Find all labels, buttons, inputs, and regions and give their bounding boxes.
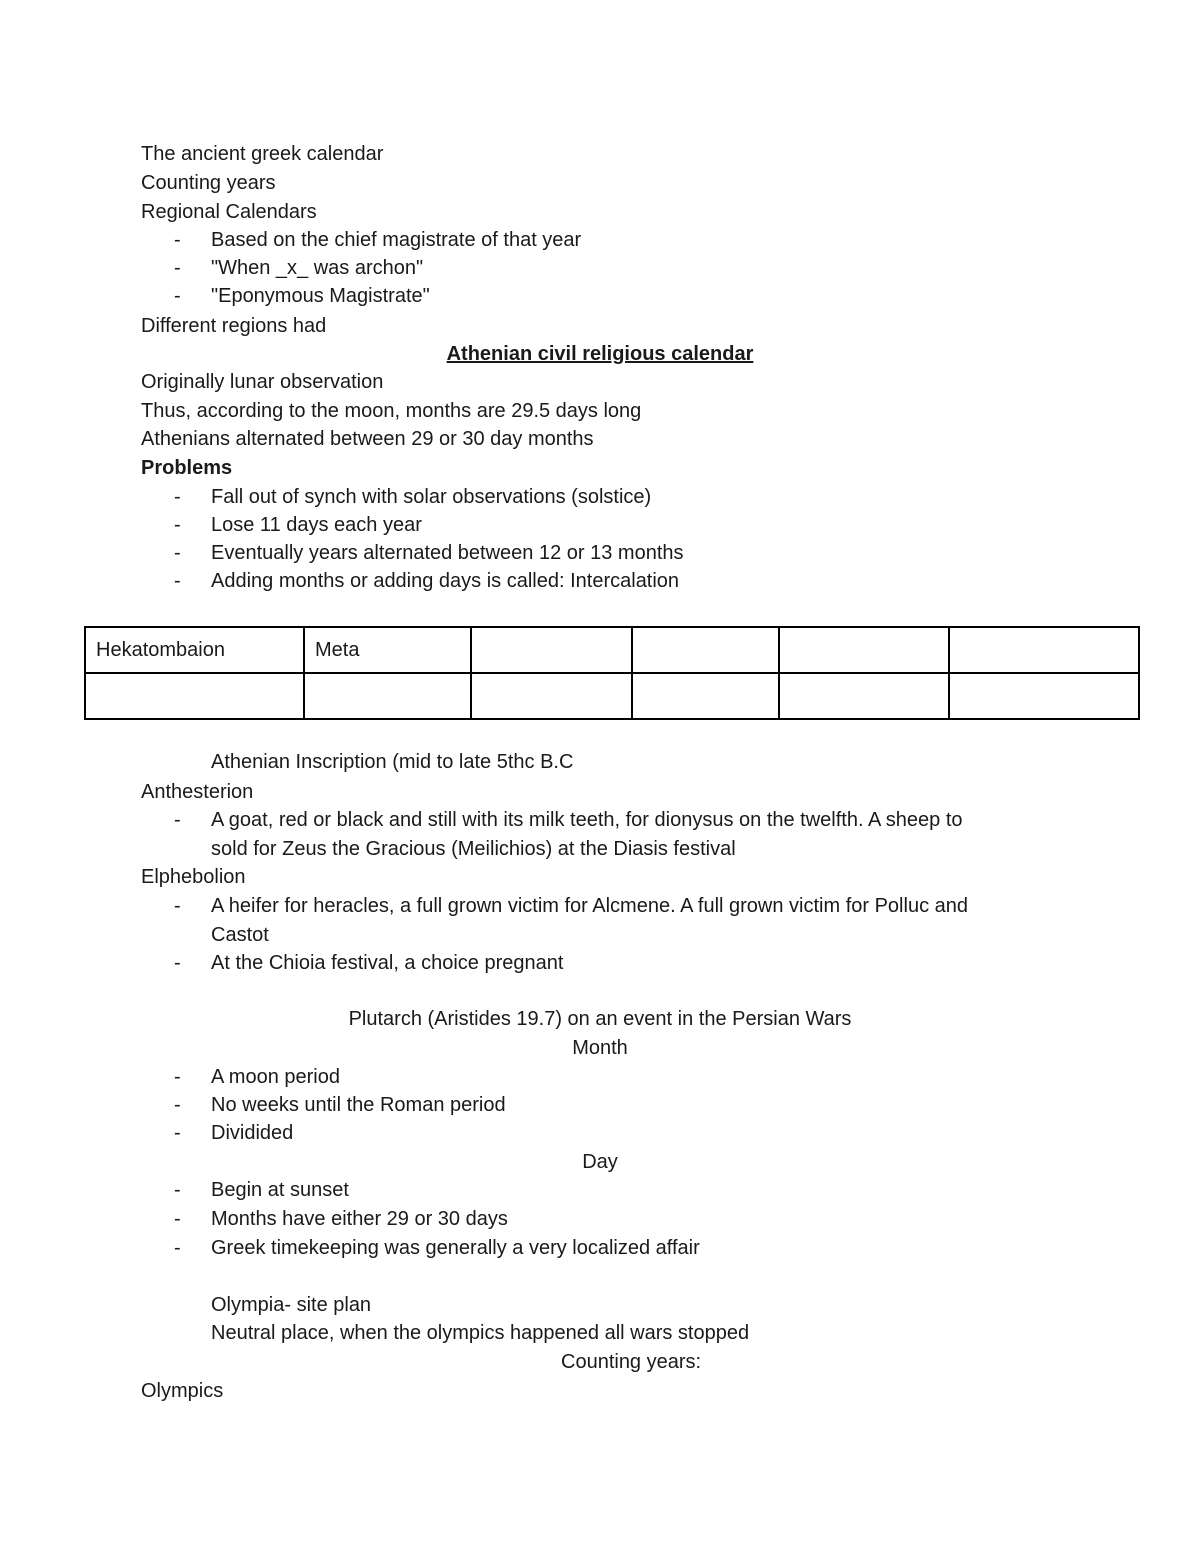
bullet-dash: -: [174, 570, 181, 592]
table-cell: [85, 673, 304, 719]
bullet-item: A moon period: [211, 1066, 340, 1088]
section-heading: Athenian civil religious calendar: [446, 343, 754, 365]
counting-years-heading: Counting years:: [561, 1351, 702, 1373]
page-title: The ancient greek calendar: [141, 143, 384, 165]
table-cell: [779, 673, 949, 719]
bullet-dash: -: [174, 895, 181, 917]
neutral-place-line: Neutral place, when the olympics happened all wars stopped: [211, 1322, 750, 1344]
bullet-item: Greek timekeeping was generally a very localized affair: [211, 1237, 700, 1259]
table-cell: Hekatombaion: [85, 627, 304, 673]
bullet-item: "Eponymous Magistrate": [211, 285, 430, 307]
alternated-line: Athenians alternated between 29 or 30 day months: [141, 428, 594, 450]
bullet-item: "When _x_ was archon": [211, 257, 424, 279]
olympia-line: Olympia- site plan: [211, 1294, 372, 1316]
table-row: [85, 673, 1139, 719]
counting-years-line: Counting years: [141, 172, 276, 194]
table-cell: [632, 673, 779, 719]
plutarch-heading: Plutarch (Aristides 19.7) on an event in the Persian Wars: [348, 1008, 852, 1030]
bullet-dash: -: [174, 1179, 181, 1201]
day-heading: Day: [582, 1151, 618, 1173]
table-cell: [949, 627, 1139, 673]
table-cell: [471, 627, 632, 673]
bullet-item: Months have either 29 or 30 days: [211, 1208, 508, 1230]
lunar-line: Originally lunar observation: [141, 371, 384, 393]
inscription-line: Athenian Inscription (mid to late 5thc B.C: [211, 751, 574, 773]
elphebolion-line: Elphebolion: [141, 866, 246, 888]
bullet-dash: -: [174, 1066, 181, 1088]
bullet-item: A heifer for heracles, a full grown victim for Alcmene. A full grown victim for Polluc and: [211, 895, 968, 917]
bullet-item: Fall out of synch with solar observations (solstice): [211, 486, 652, 508]
bullet-dash: -: [174, 257, 181, 279]
regional-calendars-line: Regional Calendars: [141, 201, 317, 223]
problems-heading: Problems: [141, 457, 233, 479]
bullet-dash: -: [174, 952, 181, 974]
bullet-item: Based on the chief magistrate of that year: [211, 229, 582, 251]
table-row: [85, 627, 1139, 673]
bullet-dash: -: [174, 809, 181, 831]
moon-months-line: Thus, according to the moon, months are 29.5 days long: [141, 400, 642, 422]
bullet-dash: -: [174, 1122, 181, 1144]
olympics-line: Olympics: [141, 1380, 224, 1402]
table-cell: [471, 673, 632, 719]
anthesterion-line: Anthesterion: [141, 781, 254, 803]
table-cell: Meta: [304, 627, 471, 673]
bullet-dash: -: [174, 1208, 181, 1230]
table-cell: [632, 627, 779, 673]
bullet-item-continuation: sold for Zeus the Gracious (Meilichios) at the Diasis festival: [211, 838, 736, 860]
bullet-item: Lose 11 days each year: [211, 514, 422, 536]
month-heading: Month: [572, 1037, 628, 1059]
bullet-item: Adding months or adding days is called: Intercalation: [211, 570, 680, 592]
bullet-dash: -: [174, 229, 181, 251]
bullet-dash: -: [174, 514, 181, 536]
bullet-item: At the Chioia festival, a choice pregnant: [211, 952, 564, 974]
different-regions-line: Different regions had: [141, 315, 327, 337]
bullet-dash: -: [174, 542, 181, 564]
bullet-item: Begin at sunset: [211, 1179, 349, 1201]
bullet-item-continuation: Castot: [211, 924, 269, 946]
months-table: [84, 626, 1140, 720]
bullet-item: No weeks until the Roman period: [211, 1094, 506, 1116]
bullet-dash: -: [174, 486, 181, 508]
bullet-item: A goat, red or black and still with its milk teeth, for dionysus on the twelfth. A sheep to: [211, 809, 963, 831]
bullet-dash: -: [174, 1094, 181, 1116]
table-cell: [304, 673, 471, 719]
bullet-dash: -: [174, 285, 181, 307]
table-cell: [779, 627, 949, 673]
bullet-item: Eventually years alternated between 12 or 13 months: [211, 542, 684, 564]
bullet-dash: -: [174, 1237, 181, 1259]
table-cell: [949, 673, 1139, 719]
bullet-item: Dividided: [211, 1122, 294, 1144]
